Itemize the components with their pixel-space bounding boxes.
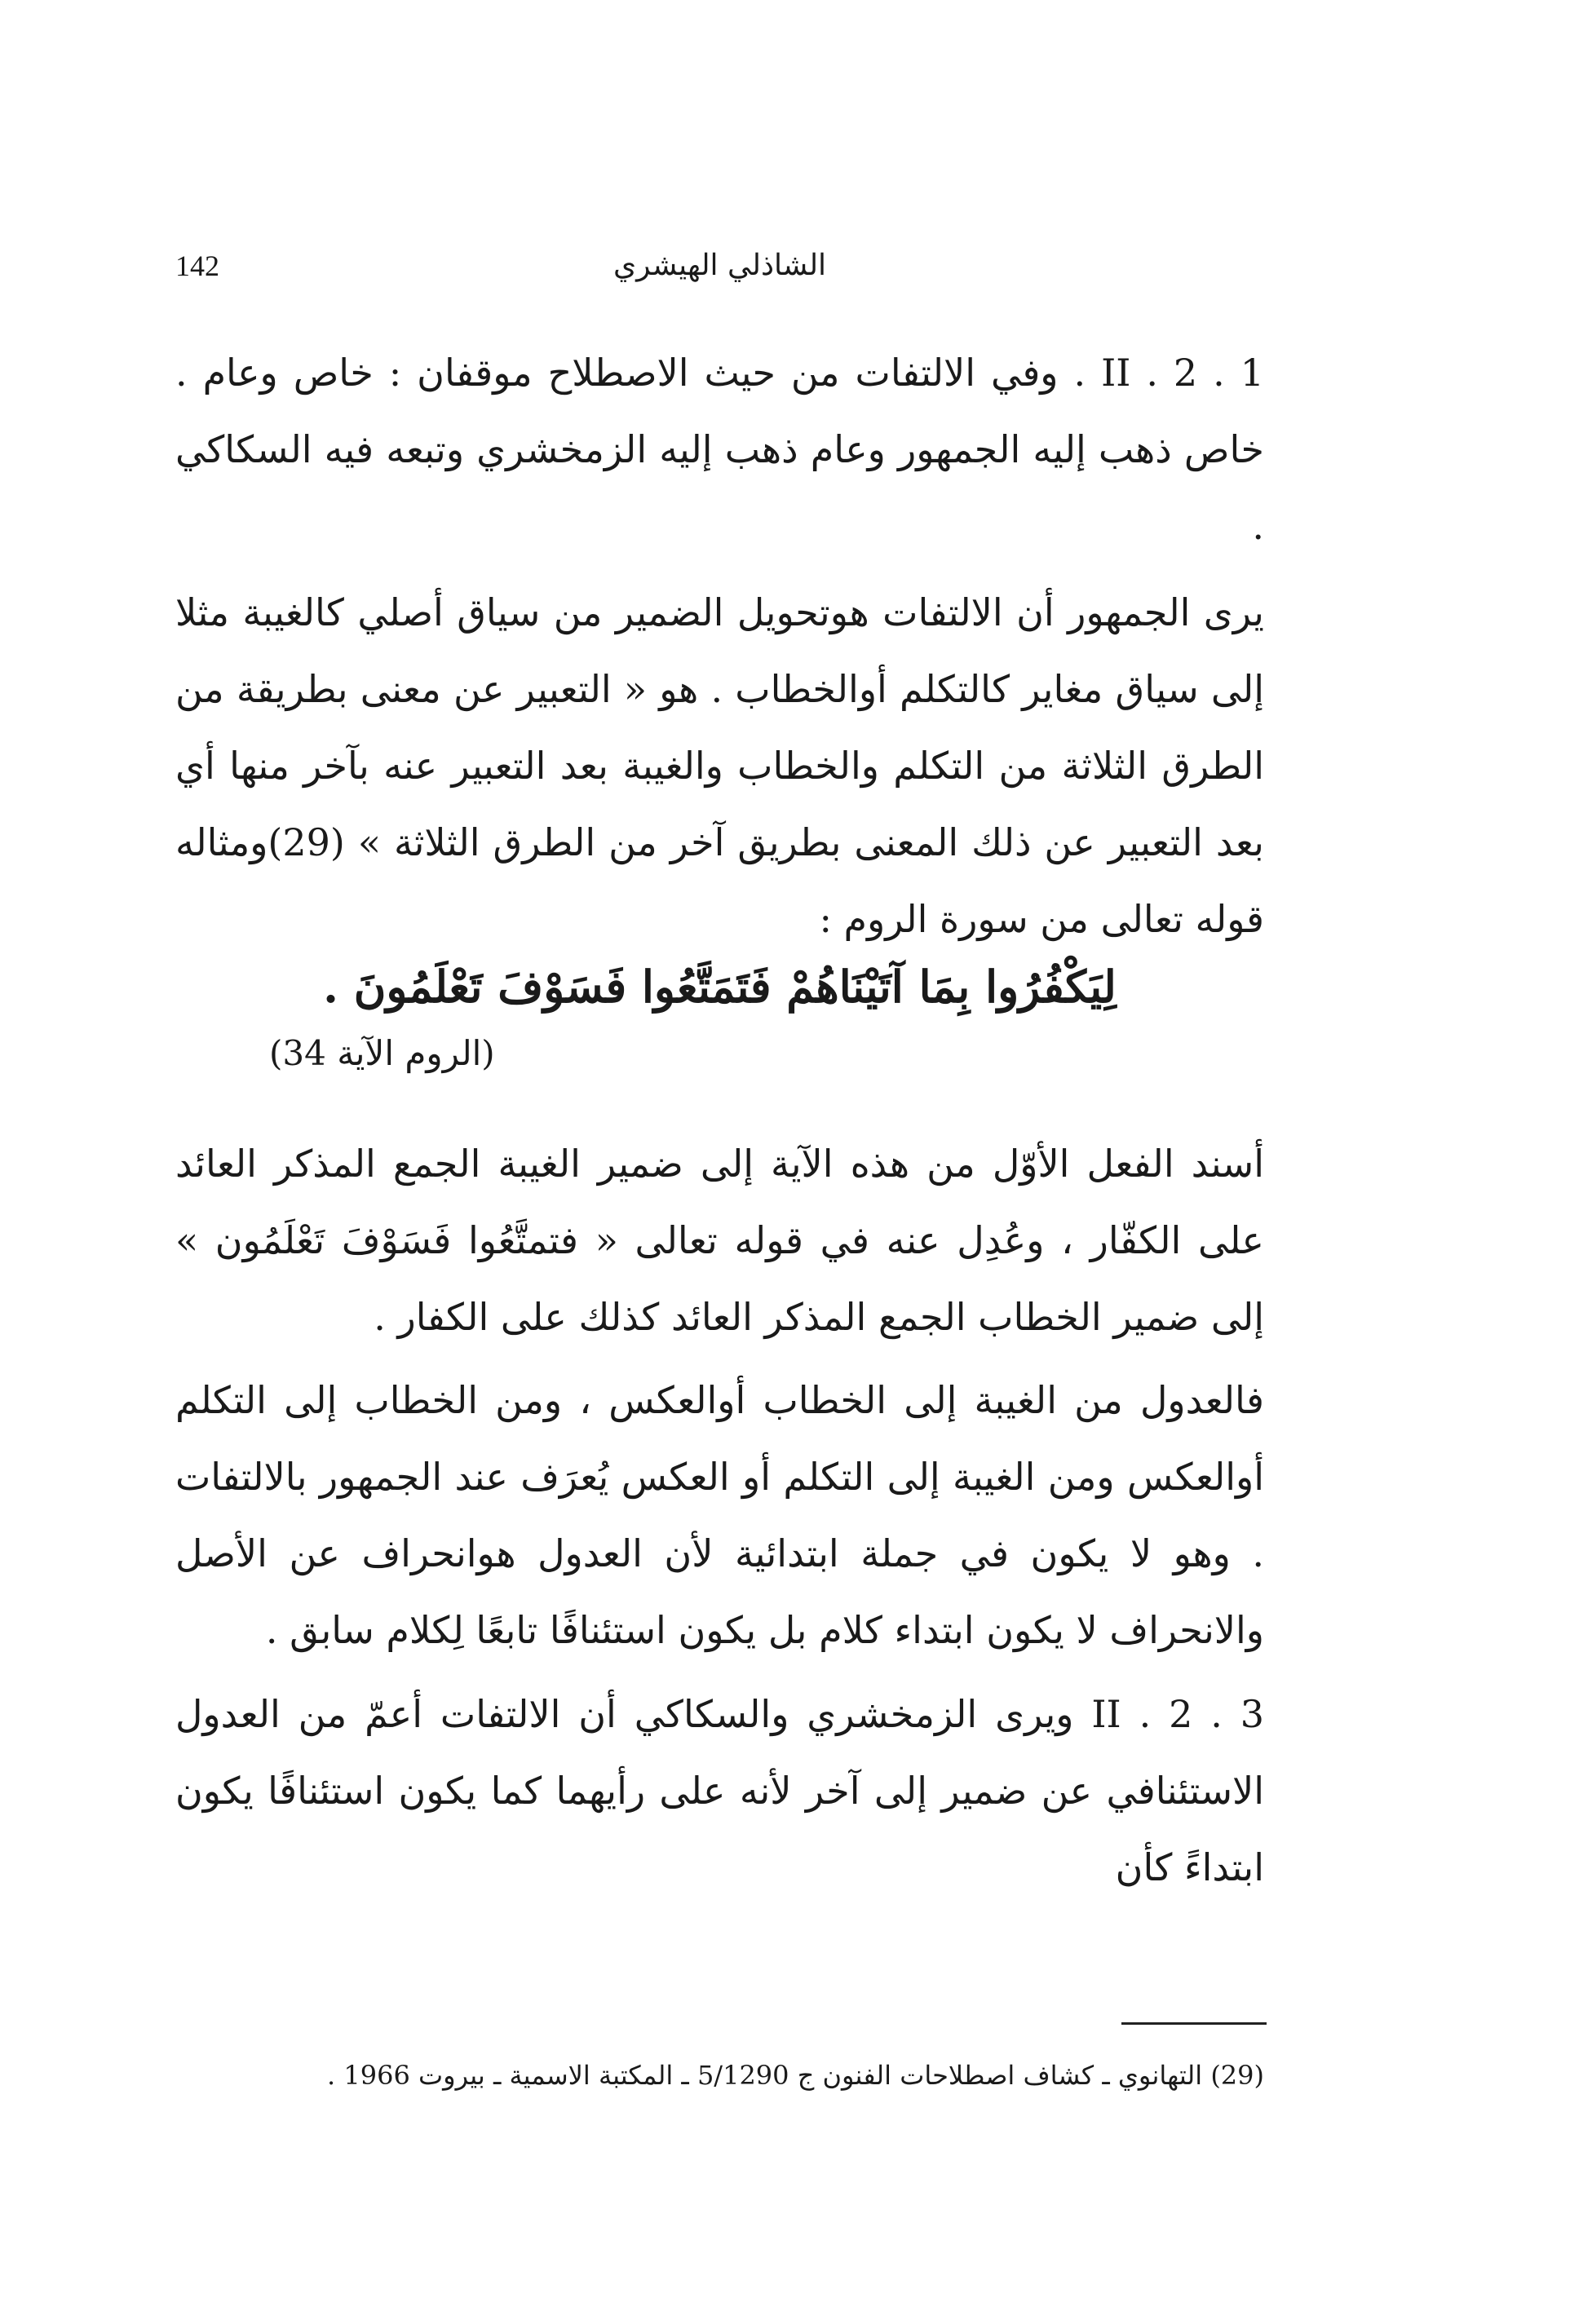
paragraph-deviation: فالعدول من الغيبة إلى الخطاب أوالعكس ، ومن الخطاب إلى التكلم أوالعكس ومن الغيبة إلى التكلم أو العكس يُعرَف عند الجمهور بالالتفات . وهو لا يكون في جملة ابتدائية لأن العدول هوانحراف عن الأصل والانحراف لا يكون ابتداء كلام بل يكون استئنافًا تابعًا لِكلام سابق . — [175, 1378, 1264, 1652]
paragraph-zamakhshari-view: II . 2 . 3 ويرى الزمخشري والسكاكي أن الالتفات أعمّ من العدول الاستئنافي عن ضمير إلى آخر لأنه على رأيهما كما يكون استئنافًا يكون ابتداءً كأن — [175, 1692, 1264, 1889]
quranic-verse: لِيَكْفُرُوا بِمَا آتَيْنَاهُمْ فَتَمَتَّعُوا فَسَوْفَ تَعْلَمُونَ . — [323, 961, 1117, 1013]
verse-reference: (الروم الآية 34) — [269, 1033, 495, 1073]
paragraph-majority-view: يرى الجمهور أن الالتفات هوتحويل الضمير من سياق أصلي كالغيبة مثلا إلى سياق مغاير كالتكلم أوالخطاب . هو « التعبير عن معنى بطريقة من الطرق الثلاثة من التكلم والخطاب والغيبة بعد التعبير عنه بآخر منها أي بعد التعبير عن ذلك المعنى بطريق آخر من الطرق الثلاثة » (29)ومثاله قوله تعالى من سورة الروم : — [175, 590, 1264, 941]
running-header-author: الشاذلي الهيشري — [612, 249, 827, 282]
running-header — [175, 249, 1264, 298]
footnote-separator — [1121, 2022, 1267, 2025]
footnote: (29) التهانوي ـ كشاف اصطلاحات الفنون ج 5/1290 ـ المكتبة الاسمية ـ بيروت 1966 . — [327, 2060, 1264, 2091]
page-number: 142 — [175, 250, 219, 282]
paragraph-verse-analysis: أسند الفعل الأوّل من هذه الآية إلى ضمير الغيبة الجمع المذكر العائد على الكفّار ، وعُدِل عنه في قوله تعالى « فتمتَّعُوا فَسَوْفَ تَعْلَمُون » إلى ضمير الخطاب الجمع المذكر العائد كذلك على الكفار . — [175, 1142, 1264, 1339]
paragraph-definition-positions: II . 2 . 1 . وفي الالتفات من حيث الاصطلاح موقفان : خاص وعام . خاص ذهب إليه الجمهور وعام ذهب إليه الزمخشري وتبعه فيه السكاكي . — [175, 351, 1264, 548]
